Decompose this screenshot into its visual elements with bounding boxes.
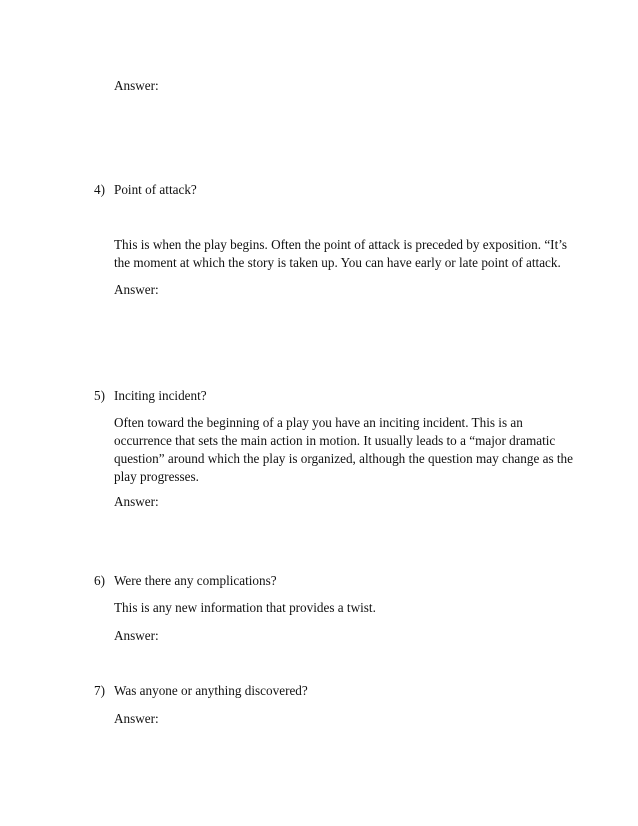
question-4-description-line-1: This is when the play begins. Often the point of attack is preceded by exposition. “It’s [114,237,568,252]
question-4-number: 4) [94,182,105,197]
question-5-description-line-4: play progresses. [114,469,199,484]
question-6-description-line-1: This is any new information that provides a twist. [114,600,376,615]
answer-label-q7: Answer: [114,711,159,726]
answer-label-q5: Answer: [114,494,159,509]
question-5-description-line-2: occurrence that sets the main action in motion. It usually leads to a “major dramatic [114,433,556,448]
answer-label-q4: Answer: [114,282,159,297]
question-7-number: 7) [94,683,105,698]
question-5-description-line-3: question” around which the play is organized, although the question may change as the [114,451,573,466]
question-6-number: 6) [94,573,105,588]
question-5-number: 5) [94,388,105,403]
answer-label-q3: Answer: [114,78,159,93]
question-4-description-line-2: the moment at which the story is taken up. You can have early or late point of attack. [114,255,561,270]
question-4-text: Point of attack? [114,182,197,197]
question-5-text: Inciting incident? [114,388,207,403]
question-7-text: Was anyone or anything discovered? [114,683,308,698]
question-5-description-line-1: Often toward the beginning of a play you have an inciting incident. This is an [114,415,523,430]
question-6-text: Were there any complications? [114,573,277,588]
answer-label-q6: Answer: [114,628,159,643]
